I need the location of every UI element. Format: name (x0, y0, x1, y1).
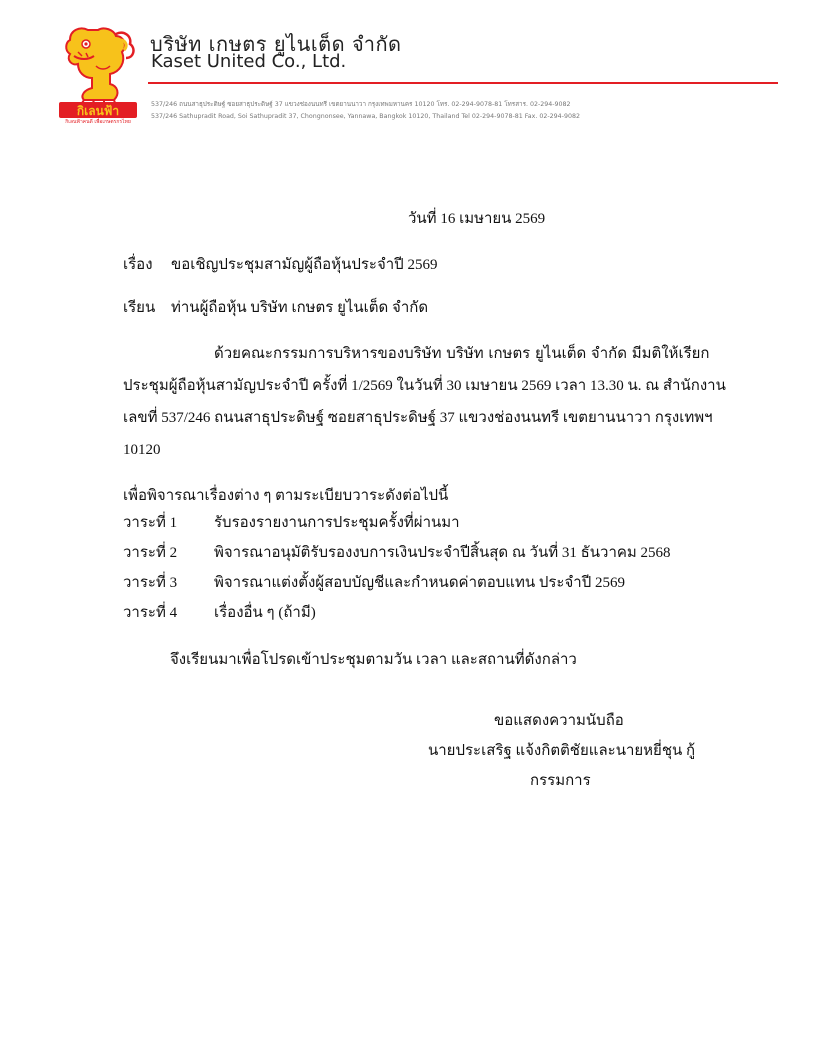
agenda-item: พิจารณาแต่งตั้งผู้สอบบัญชีและกำหนดค่าตอบแทน ประจำปี 2569 (214, 575, 625, 591)
body-line: ด้วยคณะกรรมการบริหารของบริษัท บริษัท เกษตร ยูไนเต็ด จำกัด มีมติให้เรียก (214, 346, 710, 362)
agenda-item: พิจารณาอนุมัติรับรองงบการเงินประจำปีสิ้นสุด ณ วันที่ 31 ธันวาคม 2568 (214, 545, 671, 561)
subject-label: เรื่อง (123, 257, 153, 273)
address-english: 537/246 Sathupradit Road, Soi Sathupradit 37, Chongnonsee, Yannawa, Bangkok 10120, Thailand Tel 02-294-9078-81 Fax. 02-294-9082 (151, 113, 580, 120)
agenda-label: วาระที่ 2 (123, 545, 178, 561)
agenda-item: รับรองรายงานการประชุมครั้งที่ผ่านมา (214, 515, 460, 531)
letter-date: วันที่ 16 เมษายน 2569 (408, 211, 546, 227)
address-thai: 537/246 ถนนสาธุประดิษฐ์ ซอยสาธุประดิษฐ์ 37 แขวงช่องนนทรี เขตยานนาวา กรุงเทพมหานคร 10120 โทร. 02-294-9078-81 โทรสาร. 02-294-9082 (151, 101, 571, 108)
closing-line: จึงเรียนมาเพื่อโปรดเข้าประชุมตามวัน เวลา และสถานที่ดังกล่าว (170, 652, 577, 668)
agenda-label: วาระที่ 4 (123, 605, 178, 621)
agenda-label: วาระที่ 3 (123, 575, 178, 591)
company-name-english: Kaset United Co., Ltd. (151, 51, 347, 72)
subject-text: ขอเชิญประชุมสามัญผู้ถือหุ้นประจำปี 2569 (171, 257, 438, 273)
signatory-title: กรรมการ (530, 773, 591, 789)
body-line: เลขที่ 537/246 ถนนสาธุประดิษฐ์ ซอยสาธุประดิษฐ์ 37 แขวงช่องนนทรี เขตยานนาวา กรุงเทพฯ (123, 410, 713, 426)
logo-text: กิเลนฟ้า (76, 104, 120, 118)
company-logo (58, 22, 138, 124)
letterhead-divider (148, 82, 778, 84)
regards: ขอแสดงความนับถือ (494, 713, 624, 729)
kilen-mascot-icon (58, 22, 138, 124)
company-name-thai: บริษัท เกษตร ยูไนเต็ด จำกัด (150, 32, 402, 56)
addressee-text: ท่านผู้ถือหุ้น บริษัท เกษตร ยูไนเต็ด จำกัด (171, 300, 429, 316)
body-line: 10120 (123, 442, 161, 458)
signatory-name: นายประเสริฐ แจ้งกิตติชัยและนายหยี่ชุน กู้ (428, 743, 696, 759)
addressee-label: เรียน (123, 300, 156, 316)
body-line: ประชุมผู้ถือหุ้นสามัญประจำปี ครั้งที่ 1/2569 ในวันที่ 30 เมษายน 2569 เวลา 13.30 น. ณ สำนักงาน (123, 378, 726, 394)
agenda-label: วาระที่ 1 (123, 515, 178, 531)
logo-subtext: กิเลนฟ้าคนดี เพื่อเกษตรกรไทย (65, 119, 131, 124)
agenda-item: เรื่องอื่น ๆ (ถ้ามี) (214, 605, 316, 621)
agenda-intro: เพื่อพิจารณาเรื่องต่าง ๆ ตามระเบียบวาระดังต่อไปนี้ (123, 488, 449, 504)
